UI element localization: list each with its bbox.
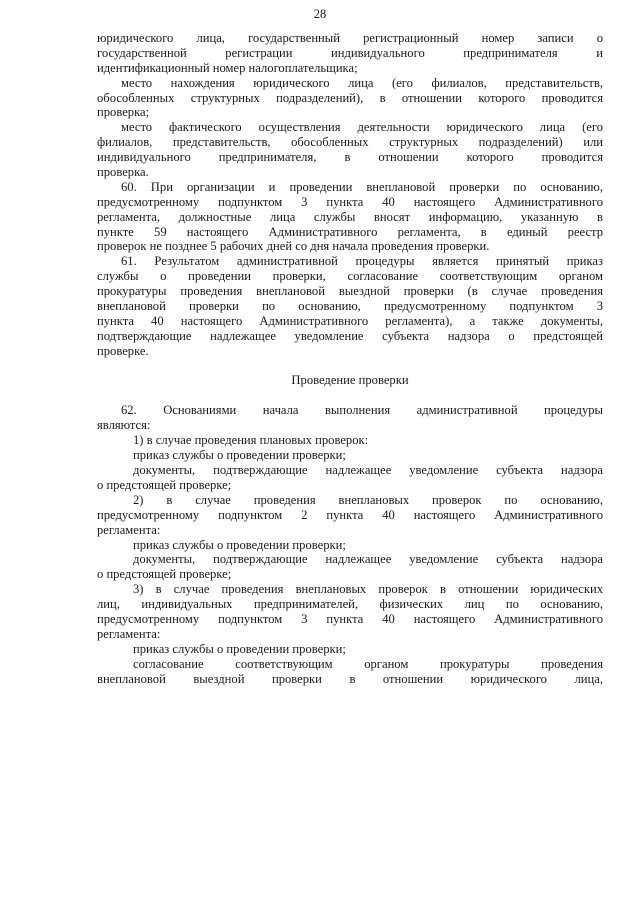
text-line: 60. При организации и проведении внеплановой проверки по основанию,: [121, 179, 603, 194]
text-line: прокуратуры проведения внеплановой выездной проверки (в случае проведения: [97, 284, 603, 299]
text-line: проверке.: [97, 343, 149, 358]
text-line: 61. Результатом административной процедуры является принятый приказ: [121, 254, 603, 269]
text-line: регламента:: [97, 522, 161, 537]
text-line: являются:: [97, 418, 151, 433]
text-line: 1) в случае проведения плановых проверок:: [133, 433, 369, 448]
text-line: лиц, индивидуальных предпринимателей, физических лиц по основанию,: [97, 597, 603, 612]
text-line: предусмотренному подпунктом 3 пункта 40 настоящего Административного: [97, 194, 603, 209]
text-line: пункте 59 настоящего Административного регламента, в единый реестр: [97, 224, 603, 239]
text-line: проверок не позднее 5 рабочих дней со дня начала проведения проверки.: [97, 239, 490, 254]
text-line: 2) в случае проведения внеплановых проверок по основанию,: [133, 492, 603, 507]
text-line: филиалов, представительств, обособленных структурных подразделений) или: [97, 135, 603, 150]
page-number: 28: [313, 7, 327, 21]
paragraph-actual-location: [97, 120, 603, 180]
case-2: [97, 493, 603, 582]
text-line: 3) в случае проведения внеплановых проверок в отношении юридических: [133, 582, 603, 597]
text-line: согласование соответствующим органом прокуратуры проведения: [133, 656, 603, 671]
text-line: юридического лица, государственный регистрационный номер записи о: [97, 31, 603, 45]
text-line: приказ службы о проведении проверки;: [133, 448, 346, 463]
text-line: внеплановой выездной проверки в отношении юридического лица,: [97, 671, 603, 686]
text-line: место нахождения юридического лица (его филиалов, представительств,: [121, 75, 603, 90]
text-line: проверка;: [97, 105, 150, 120]
text-line: обособленных структурных подразделений), в отношении которого проводится: [97, 90, 603, 105]
text-line: пункта 40 настоящего Административного регламента), а также документы,: [97, 313, 603, 328]
section-heading: Проведение проверки: [291, 372, 409, 387]
text-line: регламента, должностные лица службы вносят информацию, указанную в: [97, 209, 603, 224]
text-line: о предстоящей проверке;: [97, 567, 232, 582]
text-line: службы о проведении проверки, согласование соответствующим органом: [97, 269, 603, 284]
text-line: индивидуального предпринимателя, в отношении которого проводится: [97, 150, 603, 165]
case-3: [97, 582, 603, 686]
paragraph-location: [97, 76, 603, 121]
text-line: приказ службы о проведении проверки;: [133, 537, 346, 552]
text-line: предусмотренному подпунктом 2 пункта 40 настоящего Административного: [97, 507, 603, 522]
text-line: идентификационный номер налогоплательщика;: [97, 60, 358, 75]
text-line: 62. Основаниями начала выполнения административной процедуры: [121, 403, 603, 418]
text-line: место фактического осуществления деятельности юридического лица (его: [121, 120, 603, 135]
paragraph-61: [97, 254, 603, 358]
paragraph-60: [97, 180, 603, 254]
text-line: о предстоящей проверке;: [97, 477, 232, 492]
text-line: документы, подтверждающие надлежащее уведомление субъекта надзора: [133, 463, 603, 478]
text-line: внеплановой проверки по основанию, предусмотренному подпунктом 3: [97, 299, 603, 314]
text-line: предусмотренному подпунктом 3 пункта 40 настоящего Административного: [97, 611, 603, 626]
text-line: документы, подтверждающие надлежащее уведомление субъекта надзора: [133, 552, 603, 567]
paragraph-registration-info: [97, 31, 603, 76]
text-line: проверка.: [97, 165, 149, 180]
case-1: [97, 433, 603, 493]
section-heading-wrap: [97, 373, 603, 388]
text-line: регламента:: [97, 626, 161, 641]
text-line: подтверждающие надлежащее уведомление субъекта надзора о предстоящей: [97, 328, 603, 343]
document-body: [97, 31, 603, 686]
text-line: государственной регистрации индивидуального предпринимателя и: [97, 45, 603, 60]
text-line: приказ службы о проведении проверки;: [133, 641, 346, 656]
paragraph-62: [97, 403, 603, 433]
